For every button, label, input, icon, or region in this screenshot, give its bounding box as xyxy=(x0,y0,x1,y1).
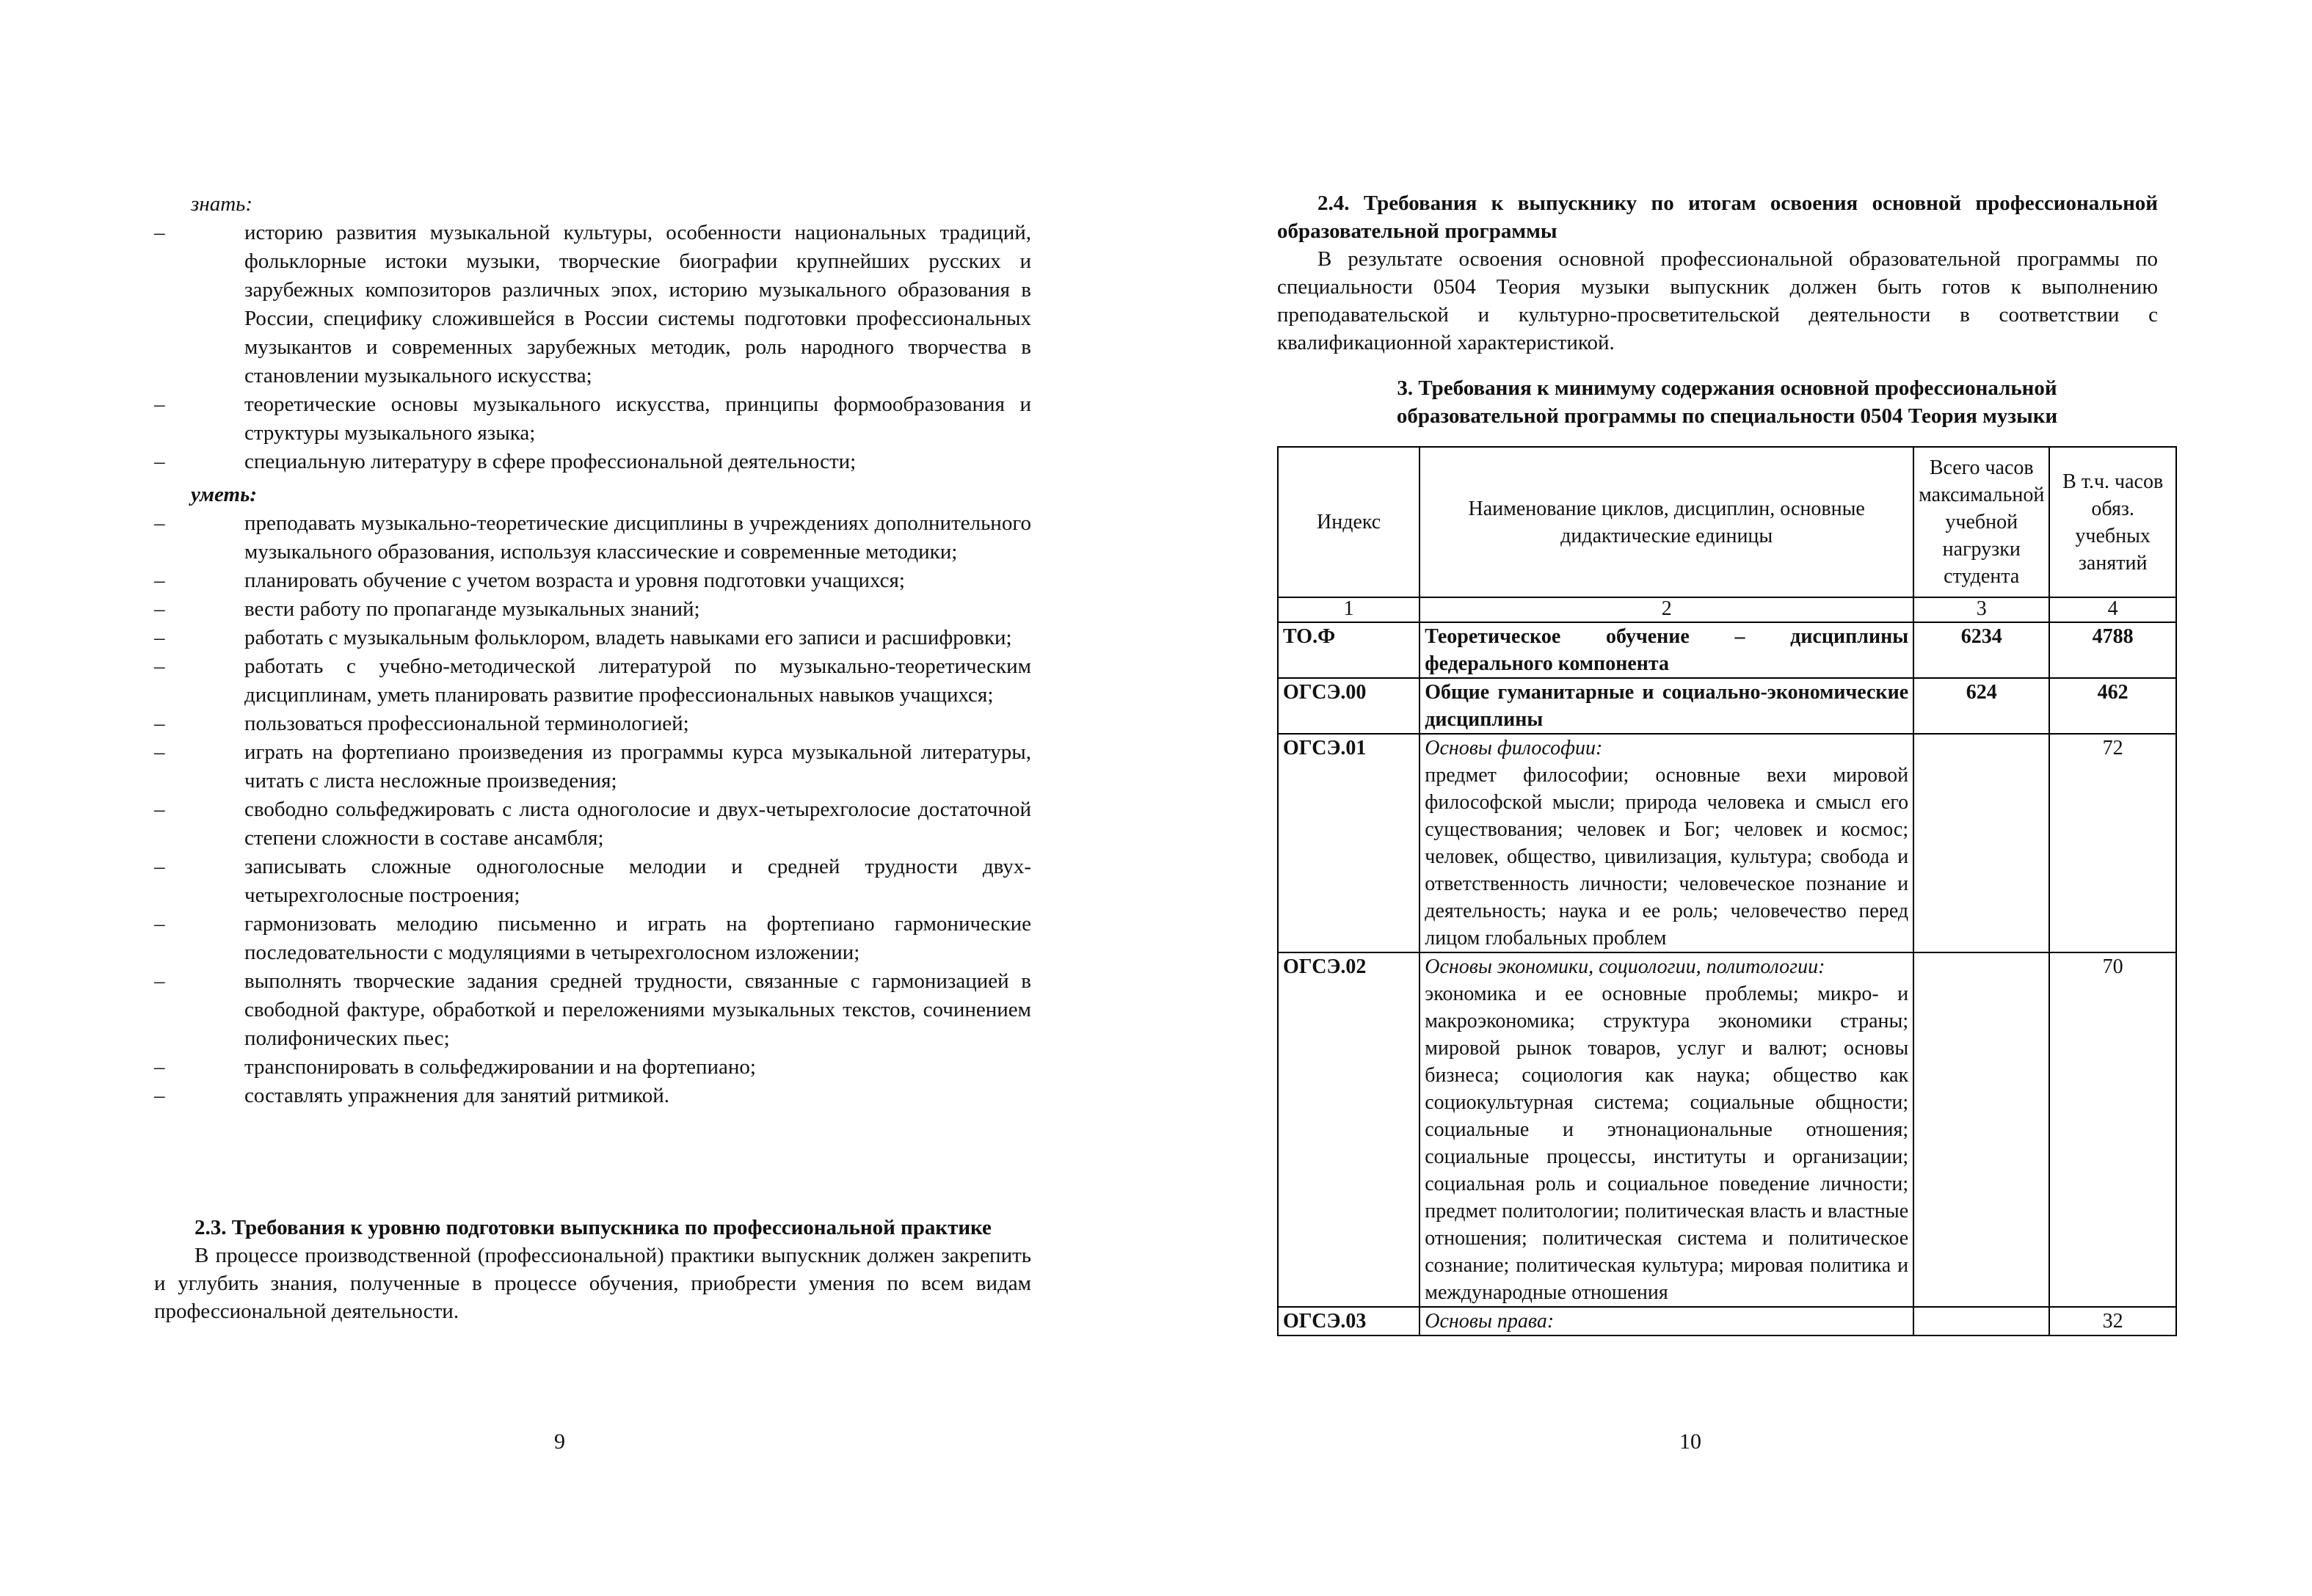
table-body xyxy=(1278,622,2176,1336)
know-label: знать: xyxy=(191,192,252,216)
header-total: Всего часов максимальной учебной нагрузки студента xyxy=(1913,447,2049,597)
list-item: – пользоваться профессиональной терминологией; xyxy=(154,710,1031,738)
row-mandatory-hours: 32 xyxy=(2049,1307,2176,1336)
section-3-heading-line1: 3. Требования к минимуму содержания основной профессиональной xyxy=(1397,376,2057,400)
row-title: Основы философии: xyxy=(1425,737,1603,759)
table-row xyxy=(1278,1307,2176,1336)
row-mandatory-hours: 72 xyxy=(2049,734,2176,952)
list-item: – работать с учебно-методической литературой по музыкально-теоретическим дисциплинам, уметь планировать развитие профессиональных навыков учащихся; xyxy=(154,652,1031,710)
section-3-heading xyxy=(1277,374,2177,430)
header-name: Наименование циклов, дисциплин, основные дидактические единицы xyxy=(1419,447,1913,597)
row-title: Основы экономики, социологии, политологии: xyxy=(1425,955,1825,978)
column-number-row xyxy=(1278,597,2176,622)
row-name-cell xyxy=(1419,1307,1913,1336)
list-item: – гармонизовать мелодию письменно и играть на фортепиано гармонические последовательности с модуляциями в четырехголосном изложении; xyxy=(154,910,1031,967)
row-title: Основы права: xyxy=(1425,1310,1555,1333)
col-number: 1 xyxy=(1278,597,1419,622)
header-mandatory: В т.ч. часов обяз. учебных занятий xyxy=(2049,447,2176,597)
table-row xyxy=(1278,952,2176,1307)
requirements-table xyxy=(1277,446,2177,1336)
row-mandatory-hours: 70 xyxy=(2049,952,2176,1307)
list-item: – вести работу по пропаганде музыкальных знаний; xyxy=(154,595,1031,624)
list-item: – теоретические основы музыкального искусства, принципы формообразования и структуры музыкального языка; xyxy=(154,390,1031,448)
list-item: – историю развития музыкальной культуры, особенности национальных традиций, фольклорные истоки музыки, творческие биографии крупнейших русских и зарубежных композиторов различных эпох, историю музыкального образования в России, специфику сложившейся в России системы подготовки профессиональных музыкантов и современных зарубежных методик, роль народного творчества в становлении музыкального искусства; xyxy=(154,219,1031,390)
list-item: – транспонировать в сольфеджировании и на фортепиано; xyxy=(154,1053,1031,1082)
row-content: экономика и ее основные проблемы; микро- и макроэкономика; структура экономики страны; мировой рынок товаров, услуг и валют; основы бизнеса; социология как наука; общество как социокультурная система; социальные общности; социальные и этнонациональные отношения; социальные процессы, институты и организации; социальная роль и социальное поведение личности; предмет политологии; политическая власть и властные отношения; политическая система и политическое сознание; политическая культура; мировая политика и международные отношения xyxy=(1425,983,1909,1304)
col-number: 4 xyxy=(2049,597,2176,622)
row-name-cell xyxy=(1419,952,1913,1307)
table-row xyxy=(1278,622,2176,678)
list-item: – записывать сложные одноголосные мелодии и средней трудности двух-четырехголосные построения; xyxy=(154,853,1031,910)
page-number-right: 10 xyxy=(1679,1429,1701,1454)
list-item: – играть на фортепиано произведения из программы курса музыкальной литературы, читать с листа несложные произведения; xyxy=(154,738,1031,795)
list-item: – работать с музыкальным фольклором, владеть навыками его записи и расшифровки; xyxy=(154,624,1031,652)
list-item: – составлять упражнения для занятий ритмикой. xyxy=(154,1082,1031,1110)
list-item: – свободно сольфеджировать с листа одноголосие и двух-четырехголосие достаточной степени сложности в составе ансамбля; xyxy=(154,795,1031,853)
row-total-hours xyxy=(1913,734,2049,952)
section-2-4-heading: 2.4. Требования к выпускнику по итогам освоения основной профессиональной образовательной программы xyxy=(1277,192,2158,243)
section-2-3 xyxy=(154,1214,1031,1325)
table-row xyxy=(1278,734,2176,952)
know-list xyxy=(154,219,1031,476)
list-item: – выполнять творческие задания средней трудности, связанные с гармонизацией в свободной фактуре, обработкой и переложениями музыкальных текстов, сочинением полифонических пьес; xyxy=(154,967,1031,1053)
col-number: 3 xyxy=(1913,597,2049,622)
table-row xyxy=(1278,678,2176,734)
page-number-left: 9 xyxy=(554,1429,565,1454)
row-mandatory-hours: 462 xyxy=(2049,678,2176,734)
row-name-cell xyxy=(1419,678,1913,734)
row-index: ТО.Ф xyxy=(1278,622,1419,678)
row-total-hours: 6234 xyxy=(1913,622,2049,678)
table-header-row xyxy=(1278,447,2176,597)
row-index: ОГСЭ.01 xyxy=(1278,734,1419,952)
row-index: ОГСЭ.02 xyxy=(1278,952,1419,1307)
row-name-cell xyxy=(1419,734,1913,952)
row-total-hours xyxy=(1913,952,2049,1307)
able-label: уметь: xyxy=(191,483,257,506)
row-index: ОГСЭ.03 xyxy=(1278,1307,1419,1336)
row-content: предмет философии; основные вехи мировой философской мысли; природа человека и смысл его существования; человек и Бог; человек и космос; человек, общество, цивилизация, культура; свобода и ответственность личности; человеческое познание и деятельность; наука и ее роль; человечество перед лицом глобальных проблем xyxy=(1425,764,1909,950)
list-item: – планировать обучение с учетом возраста и уровня подготовки учащихся; xyxy=(154,566,1031,595)
header-index: Индекс xyxy=(1278,447,1419,597)
row-title: Теоретическое обучение – дисциплины федерального компонента xyxy=(1425,625,1909,675)
section-2-4 xyxy=(1277,189,2158,357)
section-2-3-heading: 2.3. Требования к уровню подготовки выпускника по профессиональной практике xyxy=(195,1216,992,1239)
row-name-cell xyxy=(1419,622,1913,678)
section-2-3-text: В процессе производственной (профессиональной) практики выпускник должен закрепить и углубить знания, полученные в процессе обучения, приобрести умения по всем видам профессиональной деятельности. xyxy=(154,1244,1031,1323)
able-list xyxy=(154,509,1031,1110)
row-total-hours xyxy=(1913,1307,2049,1336)
list-item: – специальную литературу в сфере профессиональной деятельности; xyxy=(154,448,1031,476)
row-title: Общие гуманитарные и социально-экономические дисциплины xyxy=(1425,681,1909,731)
section-2-4-text: В результате освоения основной профессиональной образовательной программы по специальности 0504 Теория музыки выпускник должен быть готов к выполнению преподавательской и культурно-просветительской деятельности в соответствии с квалификационной характеристикой. xyxy=(1277,247,2158,354)
section-3-heading-line2: образовательной программы по специальности 0504 Теория музыки xyxy=(1396,404,2058,428)
row-total-hours: 624 xyxy=(1913,678,2049,734)
col-number: 2 xyxy=(1419,597,1913,622)
row-mandatory-hours: 4788 xyxy=(2049,622,2176,678)
list-item: – преподавать музыкально-теоретические дисциплины в учреждениях дополнительного музыкального образования, используя классические и современные методики; xyxy=(154,509,1031,566)
row-index: ОГСЭ.00 xyxy=(1278,678,1419,734)
